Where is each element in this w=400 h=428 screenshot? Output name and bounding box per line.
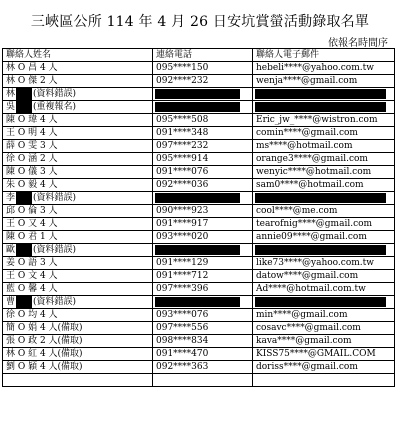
- contact-name-cell: 陳 O 瑋 4 人: [3, 114, 153, 127]
- contact-name-cell: 林 O 昌 4 人: [3, 62, 153, 75]
- contact-name-cell: 薛 O 雯 3 人: [3, 140, 153, 153]
- table-row: [3, 127, 395, 140]
- table-row: [3, 166, 395, 179]
- name-prefix: 吳: [6, 102, 16, 112]
- table-row: [3, 322, 395, 335]
- contact-email-cell: cool****@me.com: [253, 205, 395, 218]
- contact-phone-cell: 095****914: [153, 153, 253, 166]
- contact-phone-cell: 091****917: [153, 218, 253, 231]
- contact-name-cell: 徐 O 均 4 人: [3, 309, 153, 322]
- contact-name-cell: 張 O 政 2 人(備取): [3, 335, 153, 348]
- redaction-bar: [16, 192, 32, 204]
- table-row: [3, 309, 395, 322]
- contact-name-cell: 王 O 文 4 人: [3, 270, 153, 283]
- redaction-bar: [16, 101, 32, 113]
- name-status: (資料錯誤): [33, 297, 77, 307]
- document-title: 三峽區公所 114 年 4 月 26 日安坑賞螢活動錄取名單: [30, 14, 370, 30]
- redaction-bar: [255, 297, 386, 307]
- contact-phone-cell: 097****556: [153, 322, 253, 335]
- contact-name-cell: 王 O 又 4 人: [3, 218, 153, 231]
- contact-email-cell: cosavc****@gmail.com: [253, 322, 395, 335]
- contact-name-cell: 陳 O 儀 3 人: [3, 166, 153, 179]
- contact-name-cell: 林 O 紅 4 人(備取): [3, 348, 153, 361]
- contact-name-cell: 陳 O 君 1 人: [3, 231, 153, 244]
- contact-phone-cell: 091****076: [153, 166, 253, 179]
- contact-email-cell: doriss****@gmail.com: [253, 361, 395, 374]
- contact-phone-cell: [153, 296, 253, 309]
- contact-name-cell: [3, 296, 153, 309]
- table-row-redacted: [3, 88, 395, 101]
- table-row: [3, 361, 395, 374]
- contact-phone-cell: 091****129: [153, 257, 253, 270]
- contact-email-cell: datow****@gmail.com: [253, 270, 395, 283]
- table-row: [3, 140, 395, 153]
- table-header-row: [3, 49, 395, 62]
- contact-phone-cell: 097****232: [153, 140, 253, 153]
- contact-phone-cell: [153, 374, 253, 387]
- name-status: (資料錯誤): [33, 245, 77, 255]
- header-name: 聯絡人姓名: [3, 49, 153, 62]
- contact-email-cell: sam0****@hotmail.com: [253, 179, 395, 192]
- contact-email-cell: tearofnig****@gmail.com: [253, 218, 395, 231]
- contact-email-cell: Ad****@hotmail.com.tw: [253, 283, 395, 296]
- table-row: [3, 270, 395, 283]
- contact-phone-cell: 097****396: [153, 283, 253, 296]
- contact-email-cell: like73****@yahoo.com.tw: [253, 257, 395, 270]
- table-row: [3, 257, 395, 270]
- contact-name-cell: 林 O 傑 2 人: [3, 75, 153, 88]
- contact-name-cell: 劉 O 穎 4 人(備取): [3, 361, 153, 374]
- name-status: (資料錯誤): [33, 89, 77, 99]
- redaction-bar: [255, 193, 386, 203]
- name-prefix: 李: [6, 193, 16, 203]
- redaction-bar: [255, 245, 386, 255]
- table-row: [3, 75, 395, 88]
- contact-email-cell: [253, 88, 395, 101]
- contact-name-cell: 王 O 明 4 人: [3, 127, 153, 140]
- contact-email-cell: ms****@hotmail.com: [253, 140, 395, 153]
- contact-name-cell: [3, 101, 153, 114]
- contact-name-cell: [3, 244, 153, 257]
- name-status: (重複報名): [33, 102, 77, 112]
- table-row: [3, 374, 395, 387]
- contact-phone-cell: 090****923: [153, 205, 253, 218]
- table-row-redacted: [3, 296, 395, 309]
- contact-email-cell: comin****@gmail.com: [253, 127, 395, 140]
- contact-phone-cell: 091****348: [153, 127, 253, 140]
- redaction-bar: [155, 193, 240, 203]
- contact-email-cell: [253, 296, 395, 309]
- contact-name-cell: 姜 O 語 3 人: [3, 257, 153, 270]
- contact-phone-cell: 092****036: [153, 179, 253, 192]
- applicant-table-body: [3, 49, 395, 387]
- table-row-redacted: [3, 101, 395, 114]
- sort-note: 依報名時間序: [328, 38, 388, 49]
- contact-email-cell: orange3****@gmail.com: [253, 153, 395, 166]
- contact-email-cell: [253, 101, 395, 114]
- contact-email-cell: annie09****@gmail.com: [253, 231, 395, 244]
- contact-email-cell: KISS75****@GMAIL.COM: [253, 348, 395, 361]
- contact-email-cell: [253, 244, 395, 257]
- contact-phone-cell: 093****020: [153, 231, 253, 244]
- contact-email-cell: min****@gmail.com: [253, 309, 395, 322]
- header-phone: 連絡電話: [153, 49, 253, 62]
- redaction-bar: [255, 89, 386, 99]
- table-row: [3, 335, 395, 348]
- contact-name-cell: 徐 O 涵 2 人: [3, 153, 153, 166]
- contact-email-cell: [253, 374, 395, 387]
- contact-email-cell: hebeli****@yahoo.com.tw: [253, 62, 395, 75]
- contact-name-cell: [3, 88, 153, 101]
- redaction-bar: [155, 245, 240, 255]
- contact-name-cell: [3, 192, 153, 205]
- contact-email-cell: wenyic****@hotmail.com: [253, 166, 395, 179]
- table-row: [3, 205, 395, 218]
- contact-phone-cell: [153, 88, 253, 101]
- contact-phone-cell: 095****508: [153, 114, 253, 127]
- contact-phone-cell: [153, 192, 253, 205]
- table-row: [3, 153, 395, 166]
- table-row: [3, 62, 395, 75]
- table-row: [3, 283, 395, 296]
- header-email: 聯絡人電子郵件: [253, 49, 395, 62]
- table-row-redacted: [3, 192, 395, 205]
- name-prefix: 林: [6, 89, 16, 99]
- contact-email-cell: [253, 192, 395, 205]
- table-row: [3, 231, 395, 244]
- contact-name-cell: 簡 O 娟 4 人(備取): [3, 322, 153, 335]
- name-status: (資料錯誤): [33, 193, 77, 203]
- contact-phone-cell: 093****076: [153, 309, 253, 322]
- redaction-bar: [155, 89, 240, 99]
- contact-name-cell: 邱 O 倫 3 人: [3, 205, 153, 218]
- contact-name-cell: 藍 O 馨 4 人: [3, 283, 153, 296]
- contact-phone-cell: 091****470: [153, 348, 253, 361]
- redaction-bar: [155, 102, 240, 112]
- contact-phone-cell: 092****363: [153, 361, 253, 374]
- contact-email-cell: wenja****@gmail.com: [253, 75, 395, 88]
- table-row: [3, 348, 395, 361]
- table-row: [3, 179, 395, 192]
- table-row: [3, 114, 395, 127]
- contact-phone-cell: 098****834: [153, 335, 253, 348]
- contact-email-cell: Eric_jw_****@wistron.com: [253, 114, 395, 127]
- contact-phone-cell: [153, 244, 253, 257]
- contact-phone-cell: 091****712: [153, 270, 253, 283]
- table-row-redacted: [3, 244, 395, 257]
- table-row: [3, 218, 395, 231]
- contact-phone-cell: [153, 101, 253, 114]
- redaction-bar: [16, 296, 32, 308]
- redaction-bar: [155, 297, 240, 307]
- contact-name-cell: 朱 O 毅 4 人: [3, 179, 153, 192]
- applicant-table: [2, 48, 395, 387]
- redaction-bar: [16, 88, 32, 100]
- contact-phone-cell: 092****232: [153, 75, 253, 88]
- redaction-bar: [16, 244, 32, 256]
- contact-phone-cell: 095****150: [153, 62, 253, 75]
- name-prefix: 曹: [6, 297, 16, 307]
- contact-email-cell: kava****@gmail.com: [253, 335, 395, 348]
- contact-name-cell: [3, 374, 153, 387]
- name-prefix: 歐: [6, 245, 16, 255]
- redaction-bar: [255, 102, 386, 112]
